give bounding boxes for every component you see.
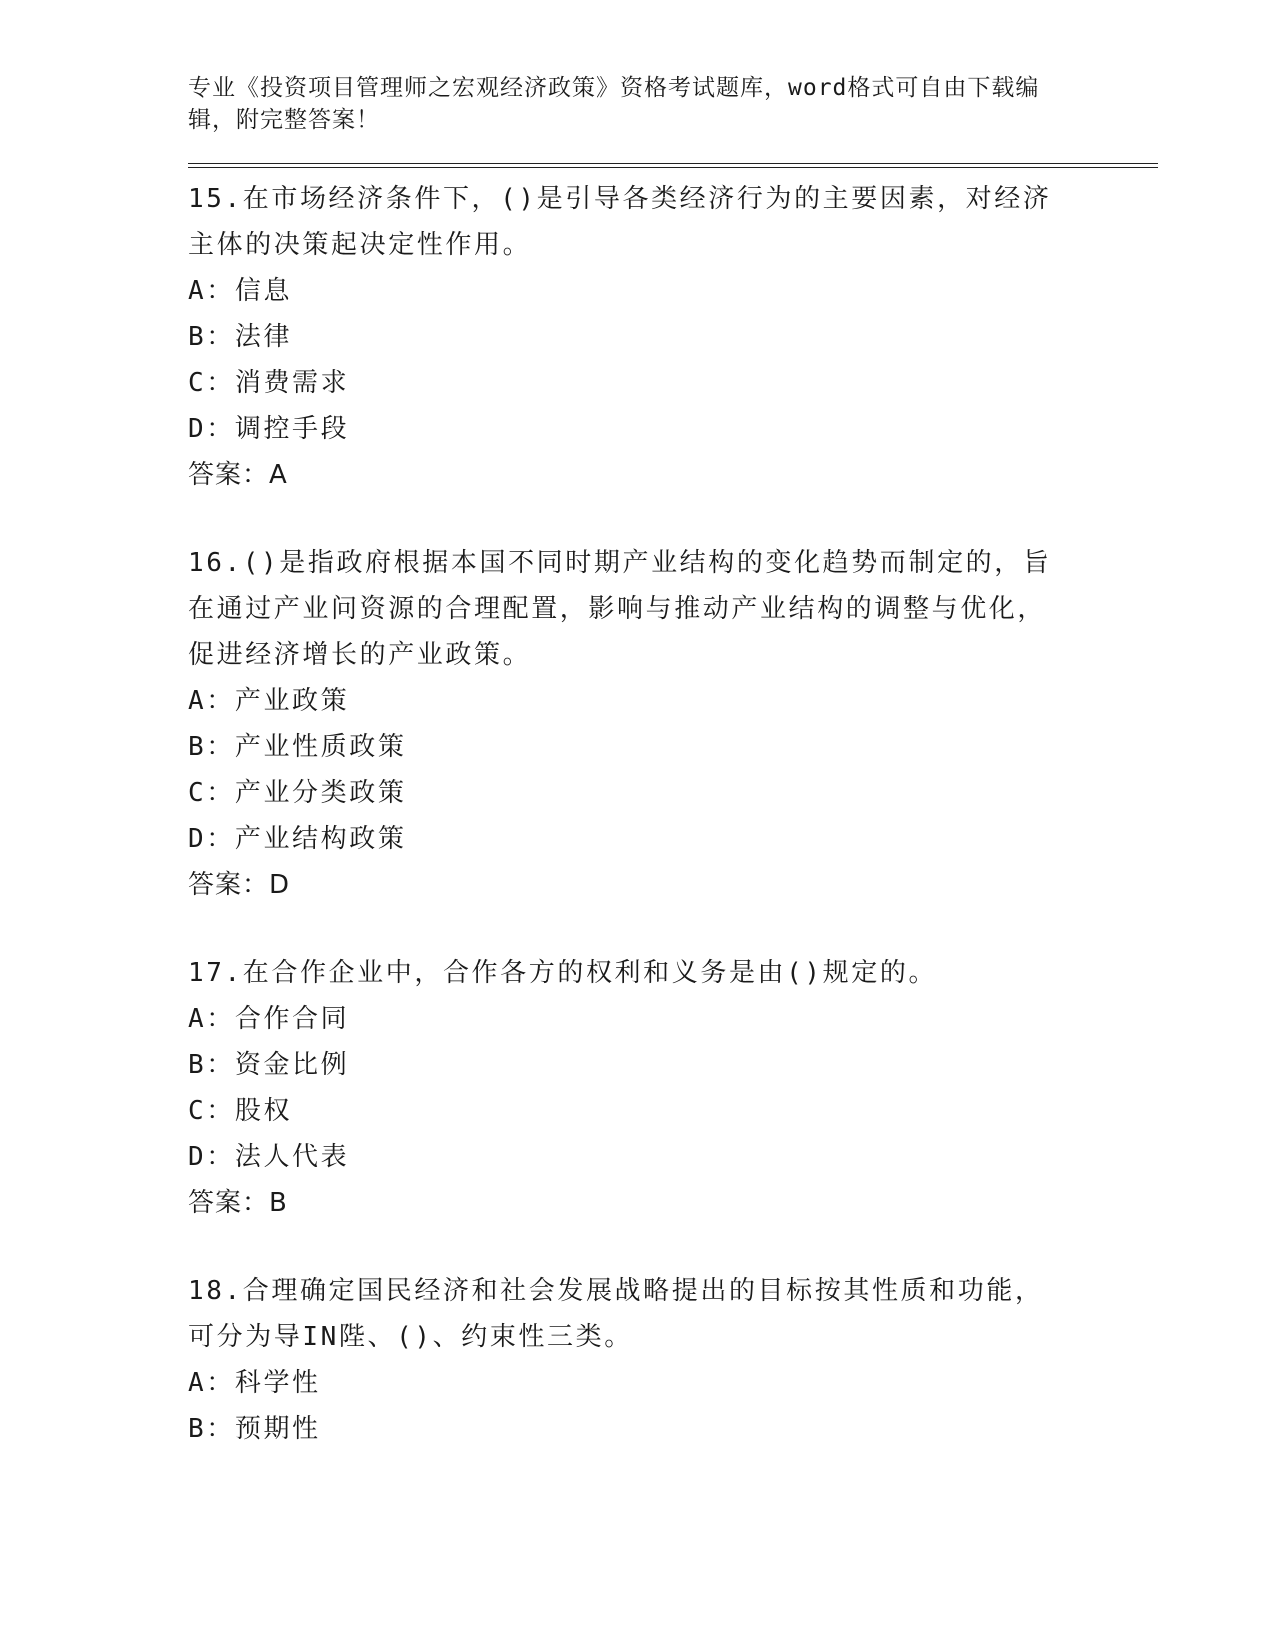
question-stem: 15.在市场经济条件下，()是引导各类经济行为的主要因素，对经济主体的决策起决定性作用。: [188, 184, 1052, 260]
option-b: B：预期性: [188, 1414, 321, 1444]
question-15: [188, 176, 1158, 498]
option-c: C：产业分类政策: [188, 778, 407, 808]
answer-line: 答案：B: [188, 1188, 288, 1218]
spacer: [188, 1226, 1158, 1268]
option-b: B：法律: [188, 322, 293, 352]
document-page: [188, 72, 1158, 1452]
question-stem: 16.()是指政府根据本国不同时期产业结构的变化趋势而制定的，旨在通过产业问资源的合理配置，影响与推动产业结构的调整与优化，促进经济增长的产业政策。: [188, 548, 1052, 670]
document-header: 专业《投资项目管理师之宏观经济政策》资格考试题库，word格式可自由下载编辑，附完整答案！: [188, 75, 1040, 133]
question-stem: 17.在合作企业中，合作各方的权利和义务是由()规定的。: [188, 958, 938, 988]
question-17: [188, 950, 1158, 1226]
header-double-rule: [188, 163, 1158, 168]
spacer: [188, 908, 1158, 950]
answer-line: 答案：A: [188, 460, 288, 490]
option-d: D：产业结构政策: [188, 824, 407, 854]
option-a: A：合作合同: [188, 1004, 350, 1034]
answer-line: 答案：D: [188, 870, 291, 900]
option-b: B：产业性质政策: [188, 732, 407, 762]
option-a: A：信息: [188, 276, 293, 306]
option-a: A：科学性: [188, 1368, 321, 1398]
option-b: B：资金比例: [188, 1050, 350, 1080]
option-d: D：调控手段: [188, 414, 350, 444]
option-d: D：法人代表: [188, 1142, 350, 1172]
option-c: C：消费需求: [188, 368, 350, 398]
option-c: C：股权: [188, 1096, 293, 1126]
spacer: [188, 498, 1158, 540]
question-16: [188, 540, 1158, 908]
option-a: A：产业政策: [188, 686, 350, 716]
question-18: [188, 1268, 1158, 1452]
question-stem: 18.合理确定国民经济和社会发展战略提出的目标按其性质和功能，可分为导IN陛、()、约束性三类。: [188, 1276, 1044, 1352]
